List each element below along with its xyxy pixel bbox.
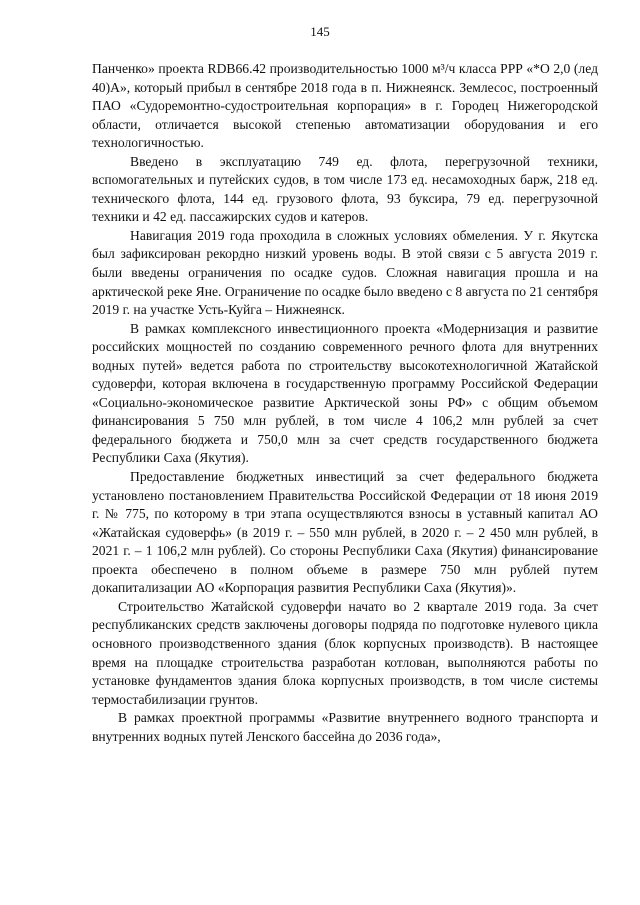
paragraph-lena-basin-program: В рамках проектной программы «Развитие внутреннего водного транспорта и внутренних водных путей Ленского бассейна до 2036 года»,	[92, 710, 598, 744]
paragraph-construction-start: Строительство Жатайской судоверфи начато во 2 квартале 2019 года. За счет республиканских средств заключены договоры подряда по подготовке нулевого цикла основного производственного здания (блок корпусных производств). В настоящее время на площадке строительства разработан котлован, выполняются работы по установке фундаментов здания блока корпусных производств, в том числе системы термостабилизации грунтов.	[92, 598, 598, 707]
page-number: 145	[310, 24, 330, 39]
paragraph-fleet-commissioned: Введено в эксплуатацию 749 ед. флота, перегрузочной техники, вспомогательных и путейских судов, в том числе 173 ед. несамоходных барж, 218 ед. технического флота, 144 ед. грузового флота, 93 буксира, 79 ед. перегрузочной техники и 42 ед. пассажирских судов и катеров.	[92, 153, 598, 225]
paragraph-budget-investments: Предоставление бюджетных инвестиций за счет федерального бюджета установлено постановлением Правительства Российской Федерации от 18 июня 2019 г. № 775, по которому в три этапа осуществляются взносы в уставный капитал АО «Жатайская судоверфь» (в 2019 г. – 550 млн рублей, в 2020 г. – 2 450 млн рублей, в 2021 г. – 1 106,2 млн рублей). Со стороны Республики Саха (Якутия) финансирование проекта обеспечено в полном объеме в размере 750 млн рублей путем докапитализации АО «Корпорация развития Республики Саха (Якутия)».	[92, 469, 598, 596]
paragraph-navigation-2019: Навигация 2019 года проходила в сложных условиях обмеления. У г. Якутска был зафиксирован рекордно низкий уровень воды. В этой связи с 5 августа 2019 г. были введены ограничения по осадке судов. Сложная навигация прошла и на арктической реке Яне. Ограничение по осадке было введено с 8 августа по 21 сентября 2019 г. на участке Усть-Куйга – Нижнеянск.	[92, 227, 598, 318]
paragraph-dredger-continuation: Панченко» проекта RDB66.42 производительностью 1000 м³/ч класса РРР «*О 2,0 (лед 40)А», который прибыл в сентябре 2018 года в п. Нижнеянск. Землесос, построенный ПАО «Судоремонтно-судостроительная корпорация» в г. Городец Нижегородской области, отличается высокой степенью автоматизации оборудования и его технологичностью.	[92, 61, 598, 151]
paragraph-shipyard-project: В рамках комплексного инвестиционного проекта «Модернизация и развитие российских мощностей по созданию современного речного флота для внутренних водных путей» ведется работа по строительству высокотехнологичной Жатайской судоверфи, которая включена в государственную программу Российской Федерации «Социально-экономическое развитие Арктической зоны РФ» с общим объемом финансирования 5 750 млн рублей, в том числе 4 106,2 млн рублей за счет федерального бюджета и 750,0 млн за счет средств государственного бюджета Республики Саха (Якутия).	[92, 320, 598, 466]
body-text	[92, 60, 598, 746]
